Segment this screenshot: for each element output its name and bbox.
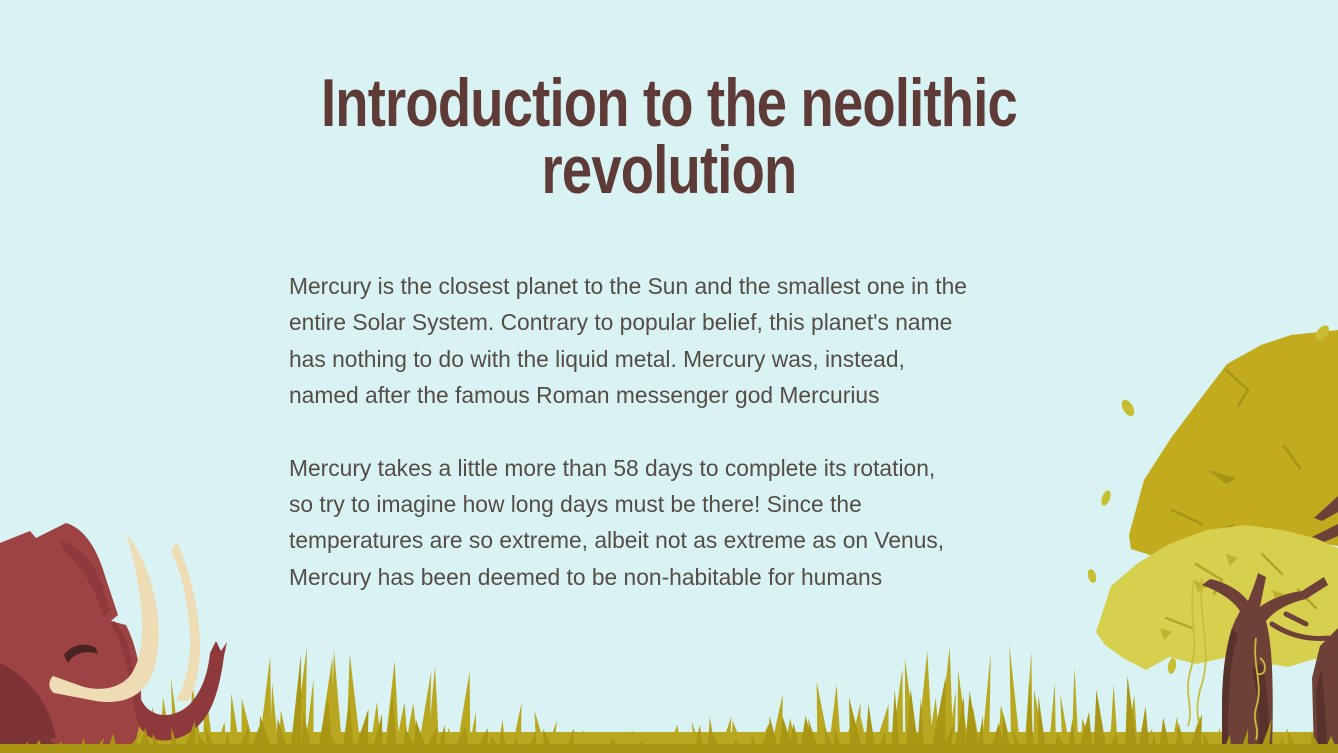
canopy-crack xyxy=(1204,526,1232,542)
mammoth-eye xyxy=(64,645,98,663)
canopy-crack xyxy=(1172,510,1202,524)
text-line: has nothing to do with the liquid metal. Mercury was, instead, xyxy=(289,345,905,372)
vine-loop xyxy=(1258,658,1265,674)
text-line: Mercury takes a little more than 58 days to complete its rotation, xyxy=(289,454,936,481)
canopy-crack xyxy=(1196,564,1222,594)
canopy-crack xyxy=(1298,590,1316,608)
tree-branch xyxy=(1302,524,1338,547)
text-line: temperatures are so extreme, albeit not as extreme as on Venus, xyxy=(289,527,945,554)
canopy-crack xyxy=(1236,612,1262,628)
trunk-shading xyxy=(1316,668,1328,753)
mammoth-head xyxy=(0,523,141,753)
trunk-shading xyxy=(1252,664,1269,753)
tree-trunk-right xyxy=(1312,628,1338,753)
trunk-shading xyxy=(1222,628,1238,753)
leaf-cluster xyxy=(1226,554,1238,566)
floating-leaf xyxy=(1312,323,1331,343)
floating-leaf xyxy=(1086,568,1097,584)
canopy-crack xyxy=(1284,446,1300,468)
hanging-vine xyxy=(1197,578,1205,746)
body-paragraph xyxy=(289,450,1059,596)
mammoth-near-tusk xyxy=(49,533,158,702)
canopy-crack xyxy=(1166,618,1192,628)
body-paragraph xyxy=(289,268,1059,414)
hanging-vine xyxy=(1255,638,1259,740)
canopy-shadow-wedge xyxy=(1208,470,1236,484)
tree-branch xyxy=(1314,496,1338,521)
mammoth-far-tusk xyxy=(171,542,200,701)
tree-canopy-upper xyxy=(1129,330,1338,559)
mammoth-trunk xyxy=(111,621,227,741)
floating-leaf xyxy=(1119,398,1137,419)
mammoth-fur xyxy=(0,698,26,751)
canopy-crack xyxy=(1226,370,1248,406)
floating-leaf xyxy=(1167,657,1178,674)
title-block xyxy=(0,65,1338,208)
leaf-cluster xyxy=(1272,590,1284,602)
tree-canopy-lower xyxy=(1096,525,1338,670)
grass-blades xyxy=(0,645,1338,753)
inner-branch xyxy=(1272,624,1328,638)
hanging-vine xyxy=(1188,580,1194,726)
grass-blades xyxy=(0,654,1338,753)
slide-body-text xyxy=(289,268,1059,631)
text-line: Mercury has been deemed to be non-habitable for humans xyxy=(289,563,883,590)
text-line: so try to imagine how long days must be there! Since the xyxy=(289,491,862,518)
leaf-cluster xyxy=(1160,628,1172,640)
canopy-crack xyxy=(1262,554,1282,574)
mammoth-jaw-shade xyxy=(0,663,58,753)
text-line: entire Solar System. Contrary to popular belief, this planet's name xyxy=(289,309,953,336)
tree-trunk xyxy=(1202,573,1328,753)
mammoth-face-shade xyxy=(60,541,110,617)
inner-branch xyxy=(1286,614,1306,624)
slide-title: Introduction to the neolithic revolution xyxy=(320,65,1017,208)
text-line: named after the famous Roman messenger god Mercurius xyxy=(289,382,880,409)
floating-leaf xyxy=(1100,489,1113,507)
text-line: Mercury is the closest planet to the Sun and the smallest one in the xyxy=(289,273,967,299)
leaf-cluster xyxy=(1194,580,1208,592)
